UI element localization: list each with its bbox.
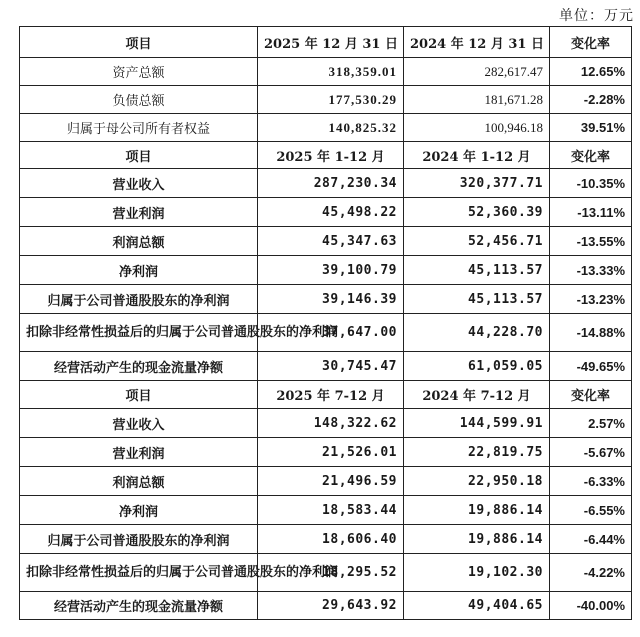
- row-change-rate: -40.00%: [550, 592, 632, 620]
- row-value-current: 29,643.92: [258, 592, 404, 620]
- row-value-prior: 49,404.65: [404, 592, 550, 620]
- row-value-current: 177,530.29: [258, 86, 404, 114]
- row-change-rate: -14.88%: [550, 314, 632, 352]
- row-value-current: 18,606.40: [258, 525, 404, 554]
- table-row: [20, 525, 632, 554]
- table-row: [20, 409, 632, 438]
- row-item: 净利润: [20, 256, 258, 285]
- header-change-rate: 变化率: [550, 142, 632, 169]
- row-change-rate: 12.65%: [550, 58, 632, 86]
- row-change-rate: -10.35%: [550, 169, 632, 198]
- header-change-rate: 变化率: [550, 27, 632, 58]
- row-value-prior: 19,886.14: [404, 496, 550, 525]
- row-item: 扣除非经常性损益后的归属于公司普通股股东的净利润: [20, 554, 258, 592]
- row-value-current: 39,100.79: [258, 256, 404, 285]
- row-item: 利润总额: [20, 467, 258, 496]
- header-period-prior: 2024 年 1-12 月: [404, 142, 550, 169]
- header-period-prior: 2024 年 12 月 31 日: [404, 27, 550, 58]
- table-row: [20, 169, 632, 198]
- header-item: 项目: [20, 142, 258, 169]
- row-value-current: 21,526.01: [258, 438, 404, 467]
- row-value-prior: 19,886.14: [404, 525, 550, 554]
- row-value-prior: 22,950.18: [404, 467, 550, 496]
- table-row: [20, 114, 632, 142]
- row-value-prior: 22,819.75: [404, 438, 550, 467]
- row-value-prior: 61,059.05: [404, 352, 550, 381]
- row-change-rate: -13.11%: [550, 198, 632, 227]
- unit-label: 单位：万元: [559, 8, 634, 24]
- header-item: 项目: [20, 27, 258, 58]
- row-value-current: 18,583.44: [258, 496, 404, 525]
- row-value-prior: 44,228.70: [404, 314, 550, 352]
- row-item: 资产总额: [20, 58, 258, 86]
- row-item: 利润总额: [20, 227, 258, 256]
- row-value-current: 21,496.59: [258, 467, 404, 496]
- row-value-current: 318,359.01: [258, 58, 404, 86]
- row-item: 营业收入: [20, 409, 258, 438]
- table-row: [20, 58, 632, 86]
- row-change-rate: -13.23%: [550, 285, 632, 314]
- row-value-prior: 19,102.30: [404, 554, 550, 592]
- row-change-rate: -13.55%: [550, 227, 632, 256]
- table-row: [20, 256, 632, 285]
- row-change-rate: -13.33%: [550, 256, 632, 285]
- row-change-rate: -5.67%: [550, 438, 632, 467]
- row-value-prior: 52,360.39: [404, 198, 550, 227]
- table-row: [20, 467, 632, 496]
- row-value-current: 287,230.34: [258, 169, 404, 198]
- table-row: [20, 86, 632, 114]
- row-value-prior: 320,377.71: [404, 169, 550, 198]
- header-period-current: 2025 年 7-12 月: [258, 381, 404, 409]
- row-value-prior: 52,456.71: [404, 227, 550, 256]
- row-item: 负债总额: [20, 86, 258, 114]
- row-item: 经营活动产生的现金流量净额: [20, 592, 258, 620]
- row-item: 归属于母公司所有者权益: [20, 114, 258, 142]
- financial-summary-table: [19, 26, 632, 620]
- row-value-current: 140,825.32: [258, 114, 404, 142]
- row-change-rate: -49.65%: [550, 352, 632, 381]
- table-row: [20, 314, 632, 352]
- header-period-current: 2025 年 12 月 31 日: [258, 27, 404, 58]
- row-value-prior: 100,946.18: [404, 114, 550, 142]
- row-change-rate: -6.33%: [550, 467, 632, 496]
- header-item: 项目: [20, 381, 258, 409]
- row-value-current: 45,347.63: [258, 227, 404, 256]
- row-value-prior: 144,599.91: [404, 409, 550, 438]
- row-item: 净利润: [20, 496, 258, 525]
- section2-header-row: [20, 142, 632, 169]
- row-value-prior: 181,671.28: [404, 86, 550, 114]
- row-item: 经营活动产生的现金流量净额: [20, 352, 258, 381]
- section3-header-row: [20, 381, 632, 409]
- table-row: [20, 496, 632, 525]
- row-value-current: 148,322.62: [258, 409, 404, 438]
- row-value-current: 18,295.52: [258, 554, 404, 592]
- row-value-current: 45,498.22: [258, 198, 404, 227]
- row-item: 归属于公司普通股股东的净利润: [20, 285, 258, 314]
- row-change-rate: 39.51%: [550, 114, 632, 142]
- table-row: [20, 227, 632, 256]
- table-row: [20, 592, 632, 620]
- row-value-current: 37,647.00: [258, 314, 404, 352]
- row-change-rate: -2.28%: [550, 86, 632, 114]
- row-value-prior: 45,113.57: [404, 285, 550, 314]
- header-period-prior: 2024 年 7-12 月: [404, 381, 550, 409]
- row-item: 扣除非经常性损益后的归属于公司普通股股东的净利润: [20, 314, 258, 352]
- row-item: 归属于公司普通股股东的净利润: [20, 525, 258, 554]
- header-change-rate: 变化率: [550, 381, 632, 409]
- section1-header-row: [20, 27, 632, 58]
- row-item: 营业利润: [20, 438, 258, 467]
- row-item: 营业利润: [20, 198, 258, 227]
- row-value-prior: 45,113.57: [404, 256, 550, 285]
- row-value-current: 39,146.39: [258, 285, 404, 314]
- table-row: [20, 285, 632, 314]
- row-value-prior: 282,617.47: [404, 58, 550, 86]
- row-change-rate: -6.55%: [550, 496, 632, 525]
- table-row: [20, 198, 632, 227]
- table-row: [20, 352, 632, 381]
- table-row: [20, 554, 632, 592]
- row-change-rate: -6.44%: [550, 525, 632, 554]
- header-period-current: 2025 年 1-12 月: [258, 142, 404, 169]
- row-change-rate: 2.57%: [550, 409, 632, 438]
- row-change-rate: -4.22%: [550, 554, 632, 592]
- row-value-current: 30,745.47: [258, 352, 404, 381]
- table-row: [20, 438, 632, 467]
- row-item: 营业收入: [20, 169, 258, 198]
